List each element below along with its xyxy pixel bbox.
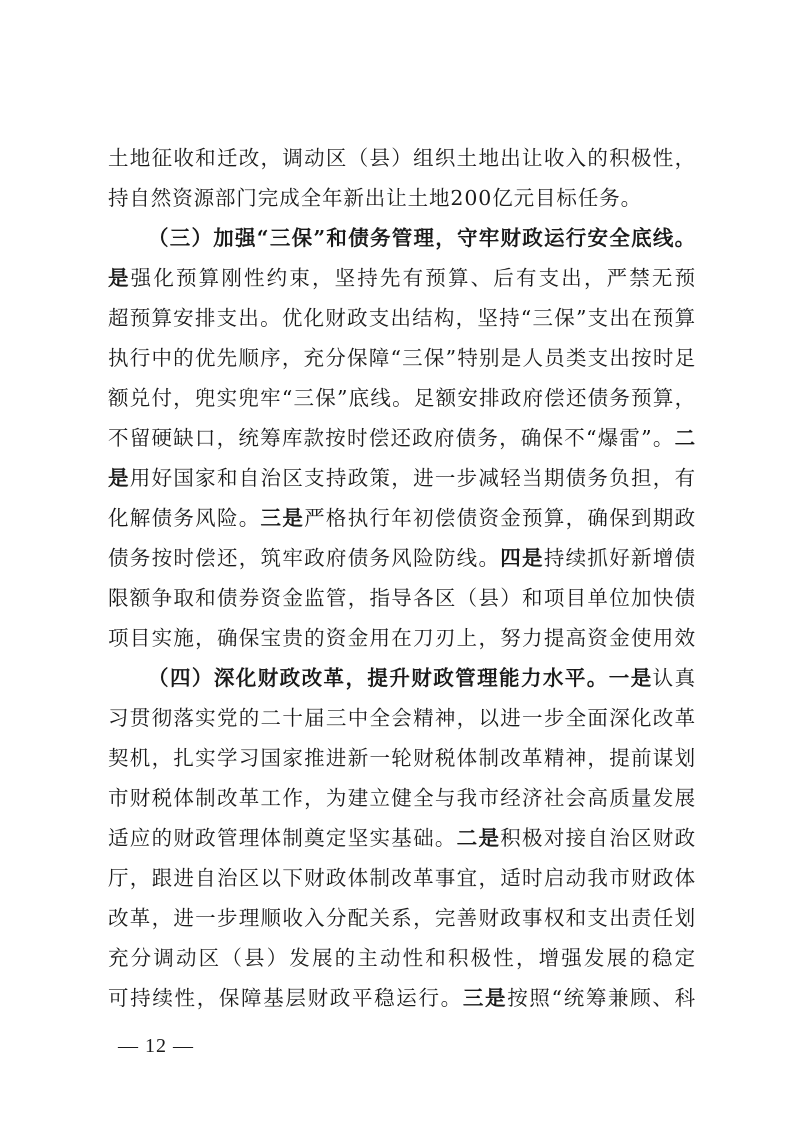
text-line: 债务按时偿还，筑牢政府债务风险防线。四是持续抓好新增债 bbox=[108, 546, 696, 570]
text-line: 超预算安排支出。优化财政支出结构，坚持“三保”支出在预算 bbox=[108, 306, 696, 330]
text-line: 市财税体制改革工作，为建立健全与我市经济社会高质量发展 bbox=[108, 786, 696, 810]
text-line: 是强化预算刚性约束，坚持先有预算、后有支出，严禁无预 bbox=[108, 266, 696, 290]
section-heading-line: （四）深化财政改革，提升财政管理能力水平。一是认真 bbox=[148, 666, 696, 690]
text-line: 化解债务风险。三是严格执行年初偿债资金预算，确保到期政 bbox=[108, 506, 696, 530]
text-line: 项目实施，确保宝贵的资金用在刀刃上，努力提高资金使用效 bbox=[108, 626, 696, 650]
section-heading-line: （三）加强“三保”和债务管理，守牢财政运行安全底线。 bbox=[148, 226, 696, 250]
text-line: 执行中的优先顺序，充分保障“三保”特别是人员类支出按时足 bbox=[108, 346, 696, 370]
text-line: 改革，进一步理顺收入分配关系，完善财政事权和支出责任划 bbox=[108, 906, 696, 930]
text-line: 额兑付，兜实兜牢“三保”底线。足额安排政府偿还债务预算， bbox=[108, 386, 696, 410]
text-line: 充分调动区（县）发展的主动性和积极性，增强发展的稳定 bbox=[108, 946, 696, 970]
text-line: 厅，跟进自治区以下财政体制改革事宜，适时启动我市财政体 bbox=[108, 866, 696, 890]
text-line: 不留硬缺口，统筹库款按时偿还政府债务，确保不“爆雷”。二 bbox=[108, 426, 696, 450]
text-line: 是用好国家和自治区支持政策，进一步减轻当期债务负担，有 bbox=[108, 466, 696, 490]
text-line: 持自然资源部门完成全年新出让土地200亿元目标任务。 bbox=[108, 186, 643, 210]
text-line: 可持续性，保障基层财政平稳运行。三是按照“统筹兼顾、科 bbox=[108, 986, 696, 1010]
text-line: 限额争取和债券资金监管，指导各区（县）和项目单位加快债 bbox=[108, 586, 696, 610]
page-number: — 12 — bbox=[118, 1035, 194, 1057]
text-line: 适应的财政管理体制奠定坚实基础。二是积极对接自治区财政 bbox=[108, 826, 696, 850]
text-line: 土地征收和迁改，调动区（县）组织土地出让收入的积极性， bbox=[108, 146, 696, 170]
text-line: 习贯彻落实党的二十届三中全会精神，以进一步全面深化改革 bbox=[108, 706, 696, 730]
text-line: 契机，扎实学习国家推进新一轮财税体制改革精神，提前谋划 bbox=[108, 746, 696, 770]
